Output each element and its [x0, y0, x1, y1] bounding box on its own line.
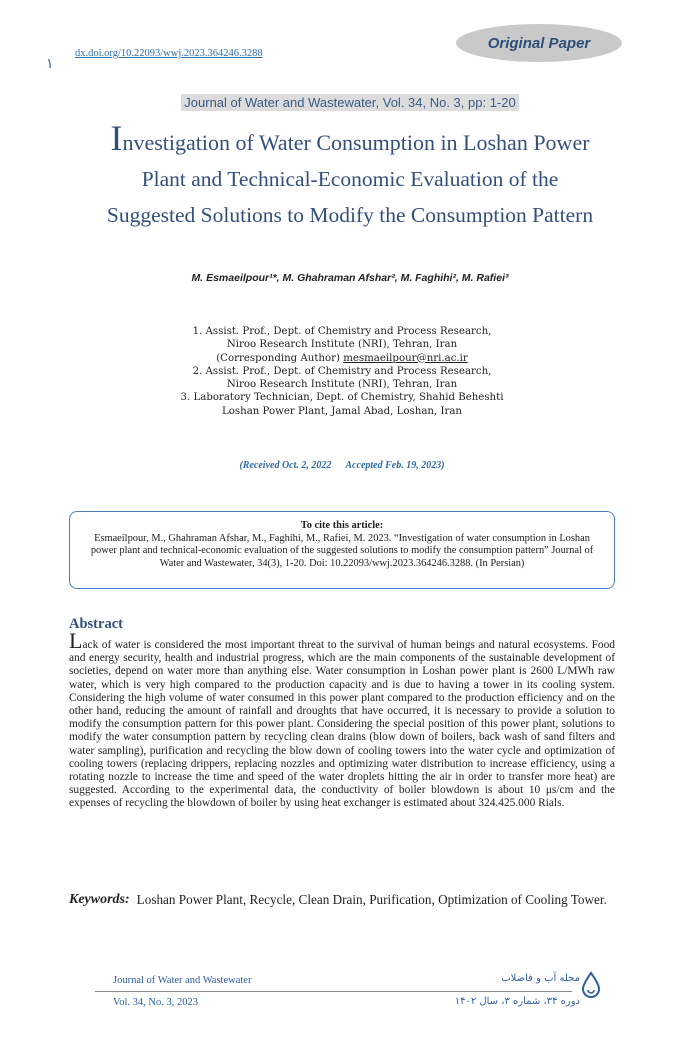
footer-volume-en: Vol. 34, No. 3, 2023 — [113, 997, 198, 1008]
title-line-1-rest: nvestigation of Water Consumption in Loshan Power — [122, 130, 590, 155]
corresponding-label: (Corresponding Author) — [216, 352, 340, 364]
title-initial-cap: I — [110, 118, 123, 158]
affiliations — [0, 325, 684, 418]
title-line-3: Suggested Solutions to Modify the Consumption Pattern — [106, 203, 594, 227]
journal-citation-line — [0, 94, 700, 112]
submission-dates — [0, 460, 684, 471]
doi-link[interactable]: dx.doi.org/10.22093/wwj.2023.364246.3288 — [75, 48, 263, 59]
abstract-text: ack of water is considered the most important threat to the survival of human beings and natural ecosystems. Food and energy security, health and industrial progress, which are the main components of the sustainable development of societies, depend on water more than anything else. Water consumption in Loshan power plant is 2600 L/MWh raw water, which is very high compared to the production capacity and is due to having a tower in its cooling system. Considering the high volume of water consumed in this power plant compared to the production efficiency and on the other hand, reducing the amount of rainfall and droughts that have occurred, it is necessary to provide a solution to modify the consumption pattern for this power plant. Considering the special position of this power plant, solutions to modify the water consumption pattern by recycling clean drains (blow down of boilers, back wash of sand filters and water sampling), purification and recycling the blow down of cooling towers into the water cycle and optimization of cooling towers (replacing drippers, replacing nozzles and optimizing water distribution to increase efficiency, using a rotating nozzle to increase the time and speed of the water droplets hitting the air in order to transfer more heat) are suggested. According to the experimental data, the conductivity of boiler blowdown is about 10 μs/cm and the expenses of recycling the blowdown of boiler by using heat exchanger is estimated about 324.425.000 Rials. — [69, 639, 615, 810]
keywords-label: Keywords: — [69, 892, 130, 907]
affiliation-1-institute: Niroo Research Institute (NRI), Tehran, Iran — [226, 339, 458, 351]
original-paper-badge: Original Paper — [456, 24, 622, 62]
page-number: ۱ — [46, 56, 54, 72]
footer-journal-en: Journal of Water and Wastewater — [113, 975, 252, 986]
email-link[interactable]: mesmaeilpour@nri.ac.ir — [343, 352, 468, 364]
author-list: M. Esmaeilpour¹*, M. Ghahraman Afshar², M. Faghihi², M. Rafiei³ — [191, 272, 509, 284]
title-line-2: Plant and Technical-Economic Evaluation of the — [141, 167, 559, 191]
journal-logo-icon — [580, 971, 602, 999]
abstract-heading: Abstract — [69, 616, 123, 632]
keywords — [69, 891, 615, 909]
keywords-text: Loshan Power Plant, Recycle, Clean Drain, Purification, Optimization of Cooling Tower. — [136, 892, 607, 907]
citation-heading: To cite this article: — [300, 520, 384, 531]
affiliation-2-institute: Niroo Research Institute (NRI), Tehran, Iran — [226, 379, 458, 391]
corresponding-author — [0, 352, 684, 365]
abstract-dropcap: L — [69, 628, 83, 653]
received-date: (Received Oct. 2, 2022 — [239, 460, 332, 471]
affiliation-2: 2. Assist. Prof., Dept. of Chemistry and Process Research, — [192, 365, 492, 377]
affiliation-3: 3. Laboratory Technician, Dept. of Chemistry, Shahid Beheshti — [180, 392, 504, 404]
journal-citation-text: Journal of Water and Wastewater, Vol. 34, No. 3, pp: 1-20 — [181, 94, 518, 111]
title-line-1 — [40, 120, 660, 161]
citation-text: Esmaeilpour, M., Ghahraman Afshar, M., Faghihi, M., Rafiei, M. 2023. “Investigation of water consumption in Loshan power plant and technical-economic evaluation of the suggested solutions to modify the consumption pattern” Journal of Water and Wastewater, 34(3), 1-20. Doi: 10.22093/wwj.2023.364246.3288. (In Persian) — [90, 532, 594, 569]
affiliation-3-institute: Loshan Power Plant, Jamal Abad, Loshan, Iran — [222, 405, 462, 417]
abstract-body — [69, 628, 615, 811]
footer-journal-fa: مجله آب و فاضلاب — [501, 973, 580, 984]
accepted-date: Accepted Feb. 19, 2023) — [345, 460, 445, 471]
citation-box — [69, 511, 615, 589]
footer-divider — [95, 991, 572, 992]
affiliation-1: 1. Assist. Prof., Dept. of Chemistry and Process Research, — [192, 326, 492, 337]
paper-title — [40, 120, 660, 233]
footer-volume-fa: دوره ۳۴، شماره ۳، سال ۱۴۰۲ — [454, 996, 580, 1007]
